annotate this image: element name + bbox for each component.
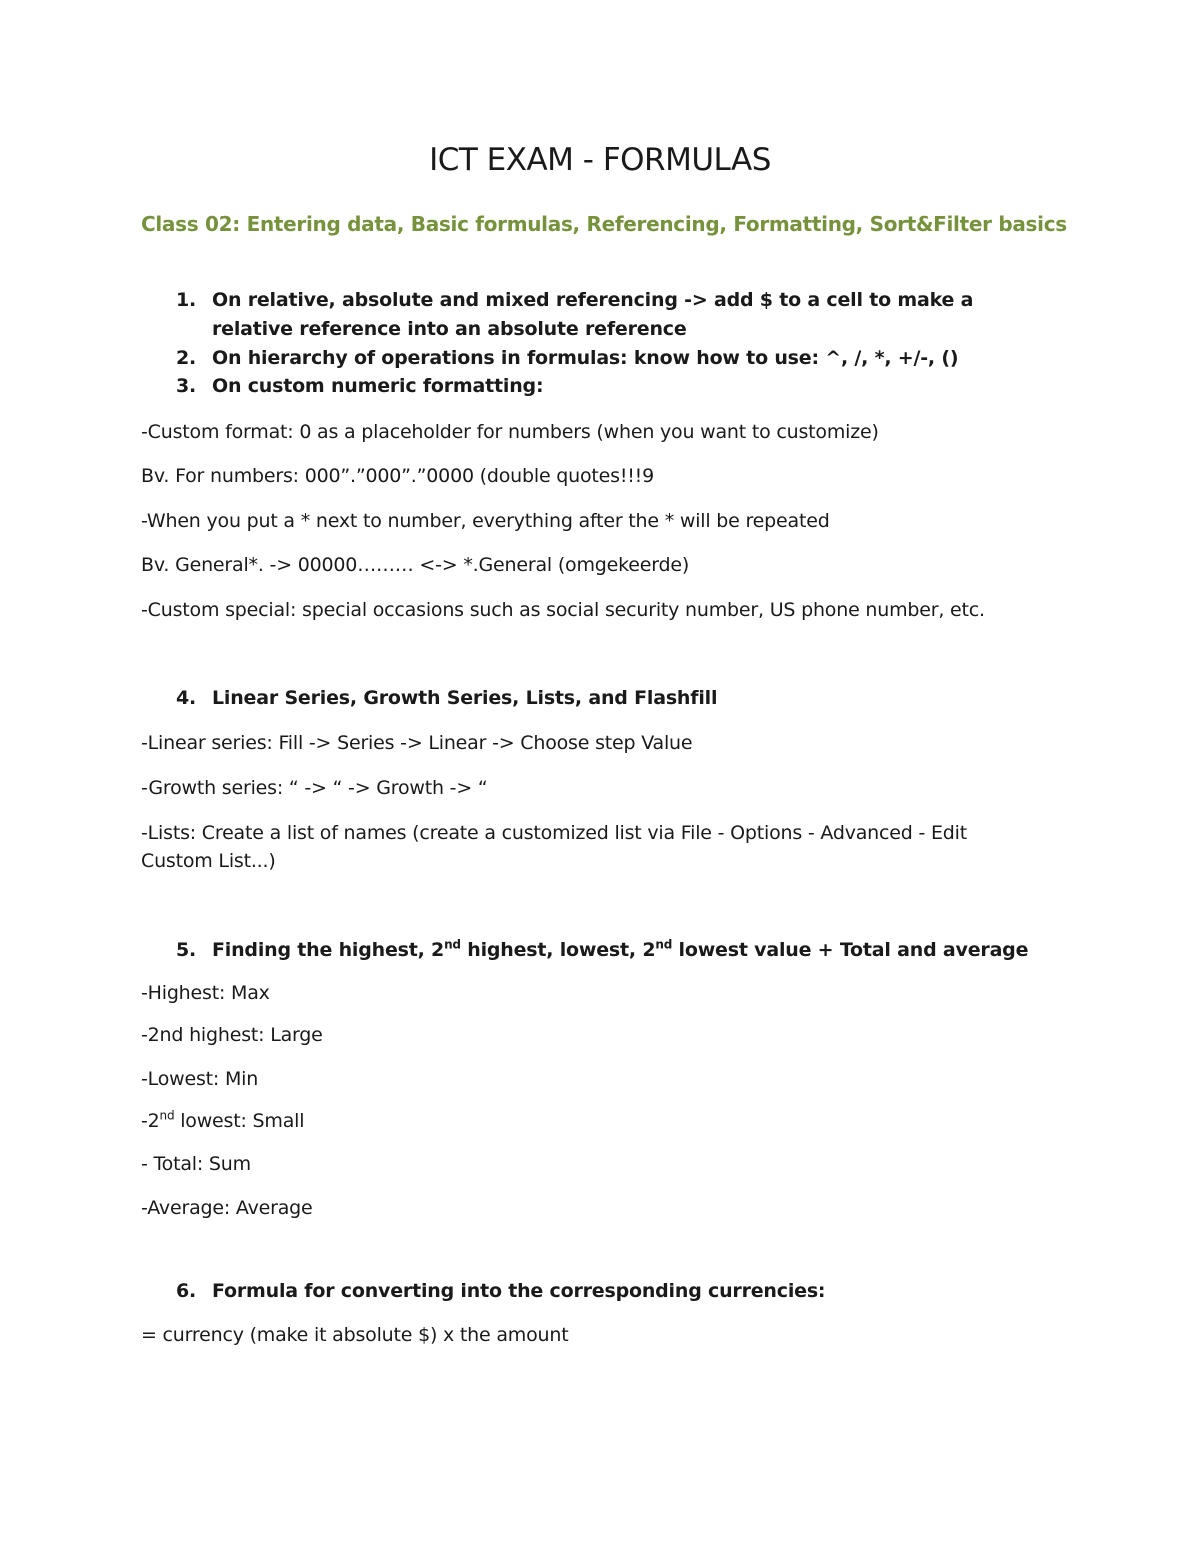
- superscript: nd: [159, 1108, 175, 1123]
- text-part: lowest: Small: [174, 1110, 305, 1132]
- list-number: 6.: [176, 1280, 197, 1302]
- paragraph-currency: = currency (make it absolute $) x the amount: [141, 1324, 569, 1346]
- paragraph: -Custom special: special occasions such as social security number, US phone number, etc.: [141, 599, 985, 621]
- list-text-part: Finding the highest, 2: [212, 939, 445, 961]
- list-text-part: highest, lowest, 2: [460, 939, 656, 961]
- list-text: Linear Series, Growth Series, Lists, and Flashfill: [212, 687, 718, 709]
- list-number: 2.: [176, 347, 197, 369]
- list-text: On relative, absolute and mixed referencing -> add $ to a cell to make a relative reference into an absolute reference: [212, 289, 974, 340]
- list-item-3: [176, 372, 1046, 401]
- list-item-5: [176, 936, 1076, 965]
- paragraph-second-highest: -2nd highest: Large: [141, 1024, 323, 1046]
- paragraph: Bv. General*. -> 00000……… <-> *.General (omgekeerde): [141, 554, 690, 576]
- paragraph: Bv. For numbers: 000”.”000”.”0000 (double quotes!!!9: [141, 465, 654, 487]
- paragraph-average: -Average: Average: [141, 1197, 313, 1219]
- paragraph: -Growth series: “ -> “ -> Growth -> “: [141, 777, 488, 799]
- paragraph-highest: -Highest: Max: [141, 982, 270, 1004]
- list-item-2: [176, 344, 1046, 373]
- paragraph: -Linear series: Fill -> Series -> Linear -> Choose step Value: [141, 732, 693, 754]
- list-number: 5.: [176, 939, 197, 961]
- superscript: nd: [655, 937, 673, 952]
- list-item-6: [176, 1277, 1046, 1306]
- superscript: nd: [444, 937, 461, 952]
- list-text: [212, 936, 1076, 965]
- paragraph-lowest: -Lowest: Min: [141, 1068, 259, 1090]
- list-item-4: [176, 684, 1046, 713]
- document-title: ICT EXAM - FORMULAS: [429, 142, 771, 178]
- paragraph-total: - Total: Sum: [141, 1153, 251, 1175]
- paragraph-second-lowest: [141, 1107, 1041, 1135]
- paragraph: -Custom format: 0 as a placeholder for numbers (when you want to customize): [141, 421, 879, 443]
- list-text: Formula for converting into the corresponding currencies:: [212, 1280, 826, 1302]
- paragraph: -Lists: Create a list of names (create a customized list via File - Options - Advanced - Edit Custom List...): [141, 822, 967, 872]
- list-text: On hierarchy of operations in formulas: know how to use: ^, /, *, +/-, (): [212, 347, 959, 369]
- class-subtitle: Class 02: Entering data, Basic formulas, Referencing, Formatting, Sort&Filter basics: [141, 212, 1067, 236]
- list-number: 1.: [176, 289, 197, 311]
- list-text-part: lowest value + Total and average: [672, 939, 1029, 961]
- text-part: -2: [141, 1110, 160, 1132]
- list-number: 4.: [176, 687, 197, 709]
- list-number: 3.: [176, 375, 197, 397]
- paragraph: -When you put a * next to number, everything after the * will be repeated: [141, 510, 830, 532]
- list-item-1: [176, 286, 1046, 344]
- list-text: On custom numeric formatting:: [212, 375, 544, 397]
